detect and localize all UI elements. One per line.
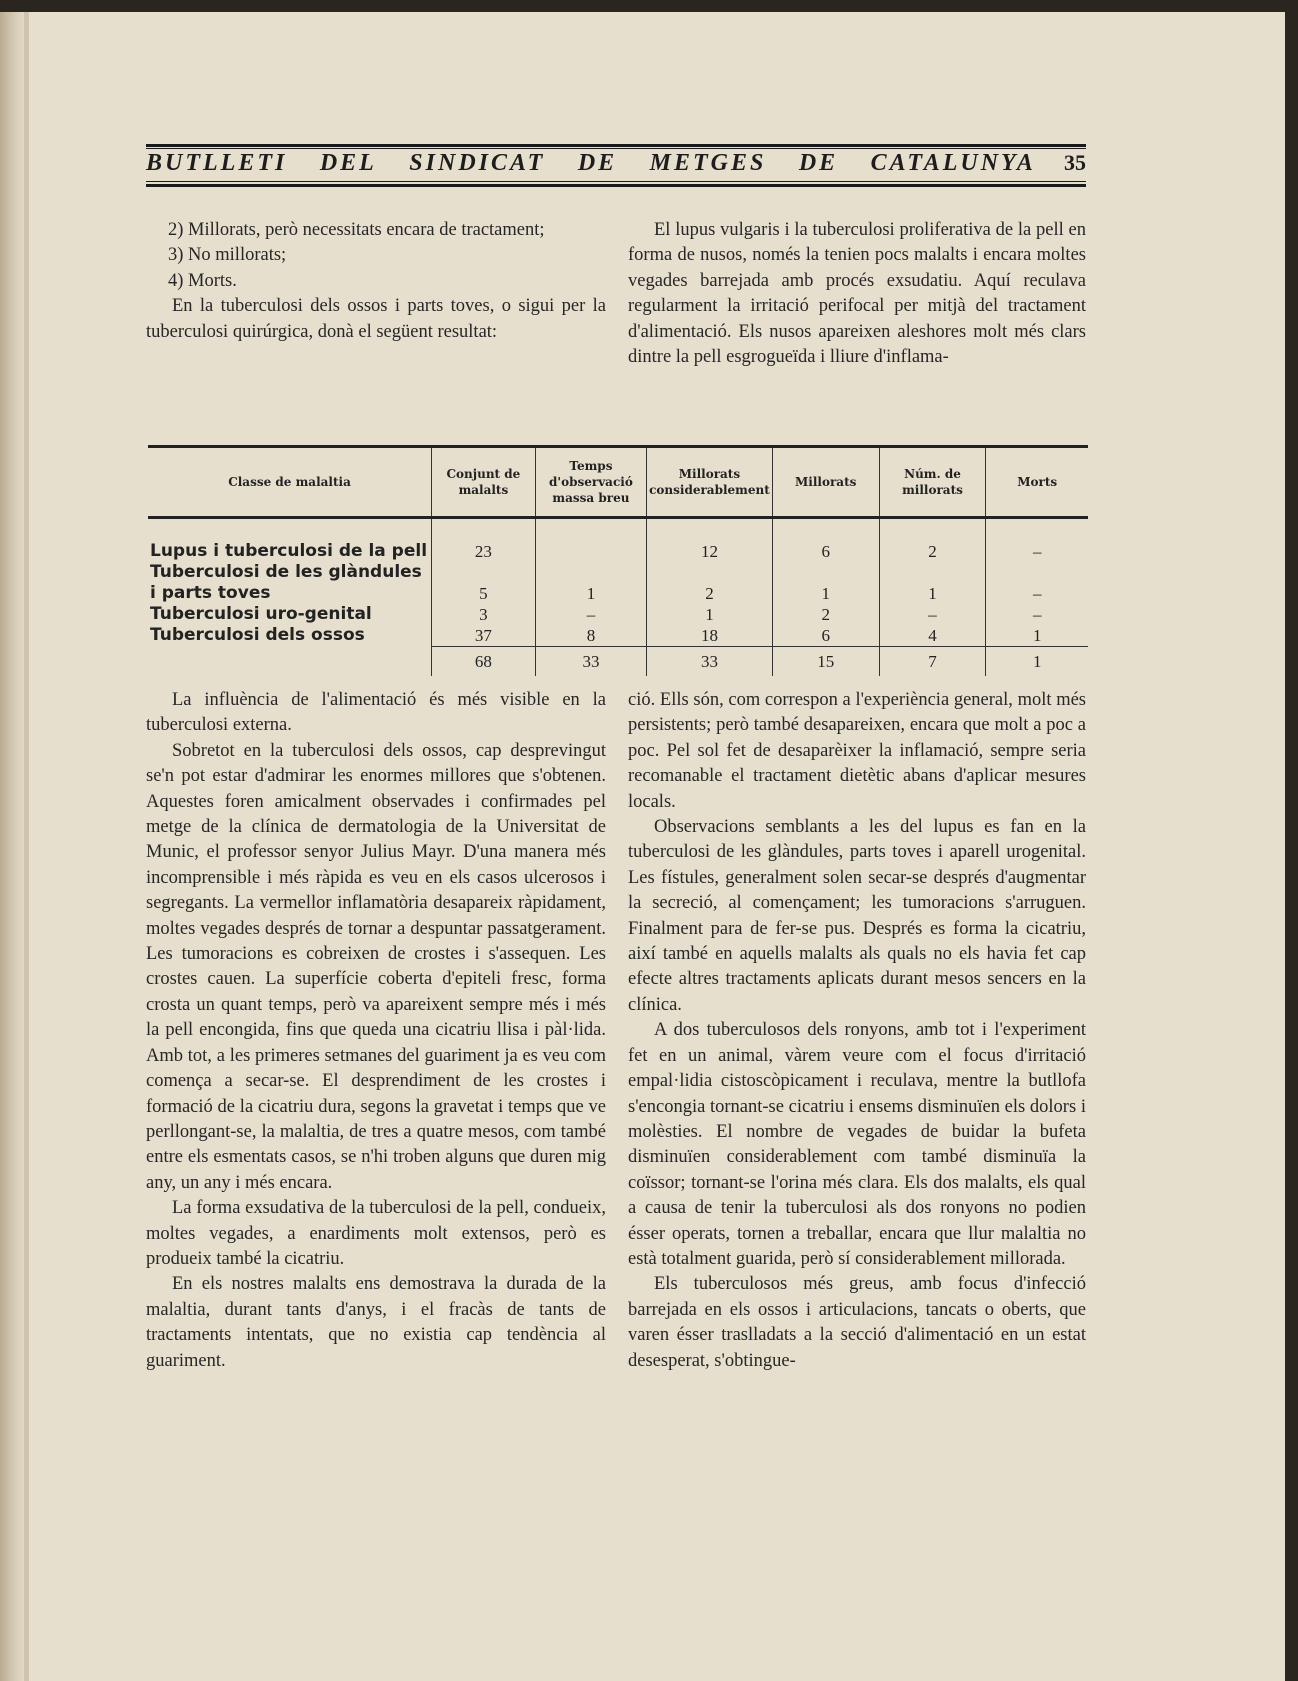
table-row	[148, 562, 1088, 604]
table-cell: –	[986, 562, 1088, 604]
paragraph: En els nostres malalts ens demostrava la durada de la malaltia, durant tants d'anys, i el fracàs de tants de tractaments intentats, que no existia cap tendència al guariment.	[146, 1274, 606, 1371]
table-cell: 1	[772, 562, 879, 604]
top-left-column	[146, 218, 606, 345]
column-header: Conjunt de malalts	[432, 447, 536, 518]
book-spine	[0, 12, 24, 1681]
row-label: Tuberculosi dels ossos	[150, 625, 365, 646]
bottom-right-column	[628, 688, 1086, 1374]
page-number: 35	[1064, 150, 1086, 175]
table-cell: –	[986, 518, 1088, 563]
book-page	[0, 12, 1285, 1681]
header-rule-top	[146, 144, 1086, 147]
table-cell: 12	[647, 518, 773, 563]
paragraph: El lupus vulgaris i la tuberculosi proliferativa de la pell en forma de nusos, només la tenien pocs malalts i encara moltes vegades barrejada amb procés exsudatiu. Aquí reculava regularment la irritació perifocal per mitjà del tractament d'alimentació. Els nusos apareixen aleshores molt més clars dintre la pell esgrogueïda i lliure d'inflama-	[628, 220, 1086, 368]
row-label: Tuberculosi uro-genital	[150, 604, 372, 624]
total-cell: 7	[879, 647, 986, 677]
table-cell: 1	[986, 625, 1088, 647]
table-cell: 8	[535, 625, 646, 647]
list-item: 4) Morts.	[168, 270, 237, 291]
title-word: SINDICAT	[409, 150, 546, 176]
paragraph: La influència de l'alimentació és més visible en la tuberculosi externa.	[146, 690, 606, 736]
table-cell: –	[986, 604, 1088, 625]
total-cell: 33	[535, 647, 646, 677]
title-word: BUTLLETI	[146, 150, 288, 176]
list-item: 2) Millorats, però necessitats encara de tractament;	[168, 220, 545, 240]
paragraph: ció. Ells són, com correspon a l'experiència general, molt més persistents; però també desapareixen, encara que molt a poc a poc. Pel sol fet de desaparèixer la inflamació, sempre seria recomanable el tractament dietètic abans d'aplicar mesures locals.	[628, 690, 1086, 812]
table-row	[148, 625, 1088, 647]
paragraph: La forma exsudativa de la tuberculosi de la pell, condueix, moltes vegades, a enardiments molt extensos, però es produeix també la cicatriu.	[146, 1198, 606, 1269]
column-header: Morts	[986, 447, 1088, 518]
table-cell: 5	[432, 562, 536, 604]
table-cell: –	[879, 604, 986, 625]
running-header	[146, 130, 1086, 200]
table-cell: 3	[432, 604, 536, 625]
table-cell: 4	[879, 625, 986, 647]
title-word: DE	[577, 150, 618, 176]
table-cell: 1	[647, 604, 773, 625]
header-rule-bottom-thin	[146, 181, 1086, 182]
column-header: Núm. de millorats	[879, 447, 986, 518]
total-cell: 68	[432, 647, 536, 677]
column-header: Millorats considerablement	[647, 447, 773, 518]
column-header: Temps d'observació massa breu	[535, 447, 646, 518]
column-header: Classe de malaltia	[148, 447, 432, 518]
paragraph: Sobretot en la tuberculosi dels ossos, cap desprevingut se'n pot estar d'admirar les enormes millores que s'obtenen. Aquestes foren amicalment observades i confirmades pel metge de la clínica de dermatologia de la Universitat de Munic, el professor senyor Julius Mayr. D'una manera més incomprensible i més ràpida es veu en els casos ulcerosos i segregants. La vermellor inflamatòria desapareix ràpidament, moltes vegades després de tornar a despuntar passatgerament. Les tumoracions es cobreixen de crostes i s'assequen. Les crostes cauen. La superfície coberta d'epiteli fresc, forma crosta un quant temps, però va apareixent sempre més i més la pell encongida, fins que queda una cicatriu llisa i pàl·lida. Amb tot, a les primeres setmanes del guariment ja es veu com comença a secar-se. El desprendiment de les crostes i formació de la cicatriu dura, segons la gravetat i temps que ve perllongant-se, la malaltia, de tres a quatre mesos, com també entre els esmentats casos, se n'hi troben alguns que duren mig any, un any i més encara.	[146, 740, 606, 1193]
top-right-column	[628, 218, 1086, 370]
table-cell: 6	[772, 518, 879, 563]
total-cell: 33	[647, 647, 773, 677]
list-item: 3) No millorats;	[168, 245, 287, 266]
paragraph: A dos tuberculosos dels ronyons, amb tot i l'experiment fet en un animal, vàrem veure com el focus d'irritació empal·lidia cistoscòpicament i reculava, mentre la butllofa s'encongia tornant-se cicatriu i ensems disminuïen els dolors i molèsties. El nombre de vegades de buidar la bufeta disminuïen considerablement com també disminuïa la coïssor; tornant-se l'orina més clara. Els dos malalts, els qual a causa de tenir la tuberculosi als dos ronyons no podien ésser operats, tornen a treballar, encara que llur malaltia no està totalment guarida, però sí considerablement millorada.	[628, 1020, 1086, 1269]
table-cell: 2	[647, 562, 773, 604]
table-row	[148, 604, 1088, 625]
title-word: CATALUNYA	[870, 150, 1036, 176]
table-cell: 1	[879, 562, 986, 604]
table-cell: –	[535, 604, 646, 625]
table-cell: 2	[879, 518, 986, 563]
row-label: Tuberculosi de les glàndules i parts toves	[150, 562, 422, 603]
column-header: Millorats	[772, 447, 879, 518]
paragraph: Observacions semblants a les del lupus es fan en la tuberculosi de les glàndules, parts toves i aparell urogenital. Les fístules, generalment solen secar-se després d'augmentar la secreció, al començament; les tumoracions s'arruguen. Finalment para de fer-se pus. Després es forma la cicatriu, així també en aquells malalts als quals no els havia fet cap efecte altres tractaments aplicats durant mesos sencers en la clínica.	[628, 817, 1086, 1015]
header-rule-bottom	[146, 184, 1086, 187]
table-cell: 2	[772, 604, 879, 625]
totals-row	[148, 647, 1088, 677]
title-word: METGES	[649, 150, 767, 176]
row-label: Lupus i tuberculosi de la pell	[150, 541, 428, 561]
table-cell: 23	[432, 518, 536, 563]
journal-title	[146, 150, 1036, 177]
table-cell: 6	[772, 625, 879, 647]
results-table	[148, 445, 1088, 676]
total-cell: 1	[986, 647, 1088, 677]
table-cell: 37	[432, 625, 536, 647]
row-label	[148, 647, 432, 677]
title-word: DE	[798, 150, 839, 176]
header-rule-top-thin	[146, 148, 1086, 149]
table-cell: 18	[647, 625, 773, 647]
paragraph: En la tuberculosi dels ossos i parts toves, o sigui per la tuberculosi quirúrgica, donà el següent resultat:	[146, 296, 606, 342]
table-cell: 1	[535, 562, 646, 604]
title-word: DEL	[319, 150, 377, 176]
paragraph: Els tuberculosos més greus, amb focus d'infecció barrejada en els ossos i articulacions, tancats o oberts, que varen ésser traslladats a la secció d'alimentació en un estat desesperat, s'obtingue-	[628, 1274, 1086, 1371]
total-cell: 15	[772, 647, 879, 677]
table-cell	[535, 518, 646, 563]
bottom-left-column	[146, 688, 606, 1374]
page-edge	[24, 12, 29, 1681]
table-row	[148, 518, 1088, 563]
table-header-row	[148, 447, 1088, 518]
